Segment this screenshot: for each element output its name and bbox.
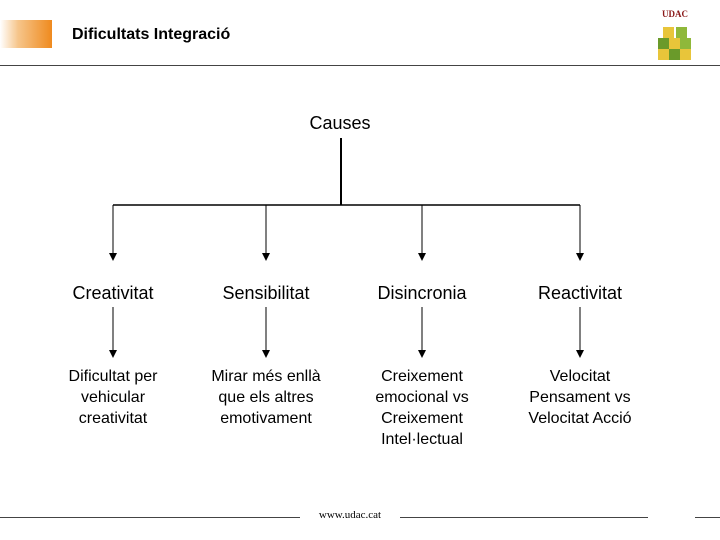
effect-line: Pensament vs <box>529 389 631 406</box>
effect-line: Creixement <box>381 368 463 385</box>
effect-line: que els altres <box>218 389 314 406</box>
effect-line: emotivament <box>220 410 312 427</box>
footer-rule-left <box>0 517 300 518</box>
footer-rule-middle <box>400 517 648 518</box>
logo-text: UDAC <box>662 9 688 19</box>
footer-rule-right <box>695 517 720 518</box>
effect-line: Creixement <box>381 410 463 427</box>
cause-reactivitat: Reactivitat <box>537 283 623 303</box>
effect-line: Velocitat <box>549 368 611 385</box>
effect-sensibilitat <box>191 366 341 429</box>
cause-creativitat: Creativitat <box>72 283 154 303</box>
effect-line: Intel·lectual <box>381 431 463 448</box>
root-node-causes: Causes <box>309 113 371 133</box>
effect-reactivitat <box>505 366 655 429</box>
effect-line: emocional vs <box>375 389 469 406</box>
slide-title: Dificultats Integració <box>72 26 231 43</box>
cause-disincronia: Disincronia <box>377 283 467 303</box>
cause-sensibilitat: Sensibilitat <box>222 283 310 303</box>
effect-line: Dificultat per <box>68 368 158 385</box>
footer-url: www.udac.cat <box>318 509 382 521</box>
effect-line: Velocitat Acció <box>528 410 632 427</box>
effect-line: vehicular <box>80 389 146 406</box>
effect-creativitat <box>38 366 188 429</box>
effect-disincronia <box>347 366 497 450</box>
effect-line: Mirar més enllà <box>211 368 321 385</box>
effect-line: creativitat <box>78 410 148 427</box>
